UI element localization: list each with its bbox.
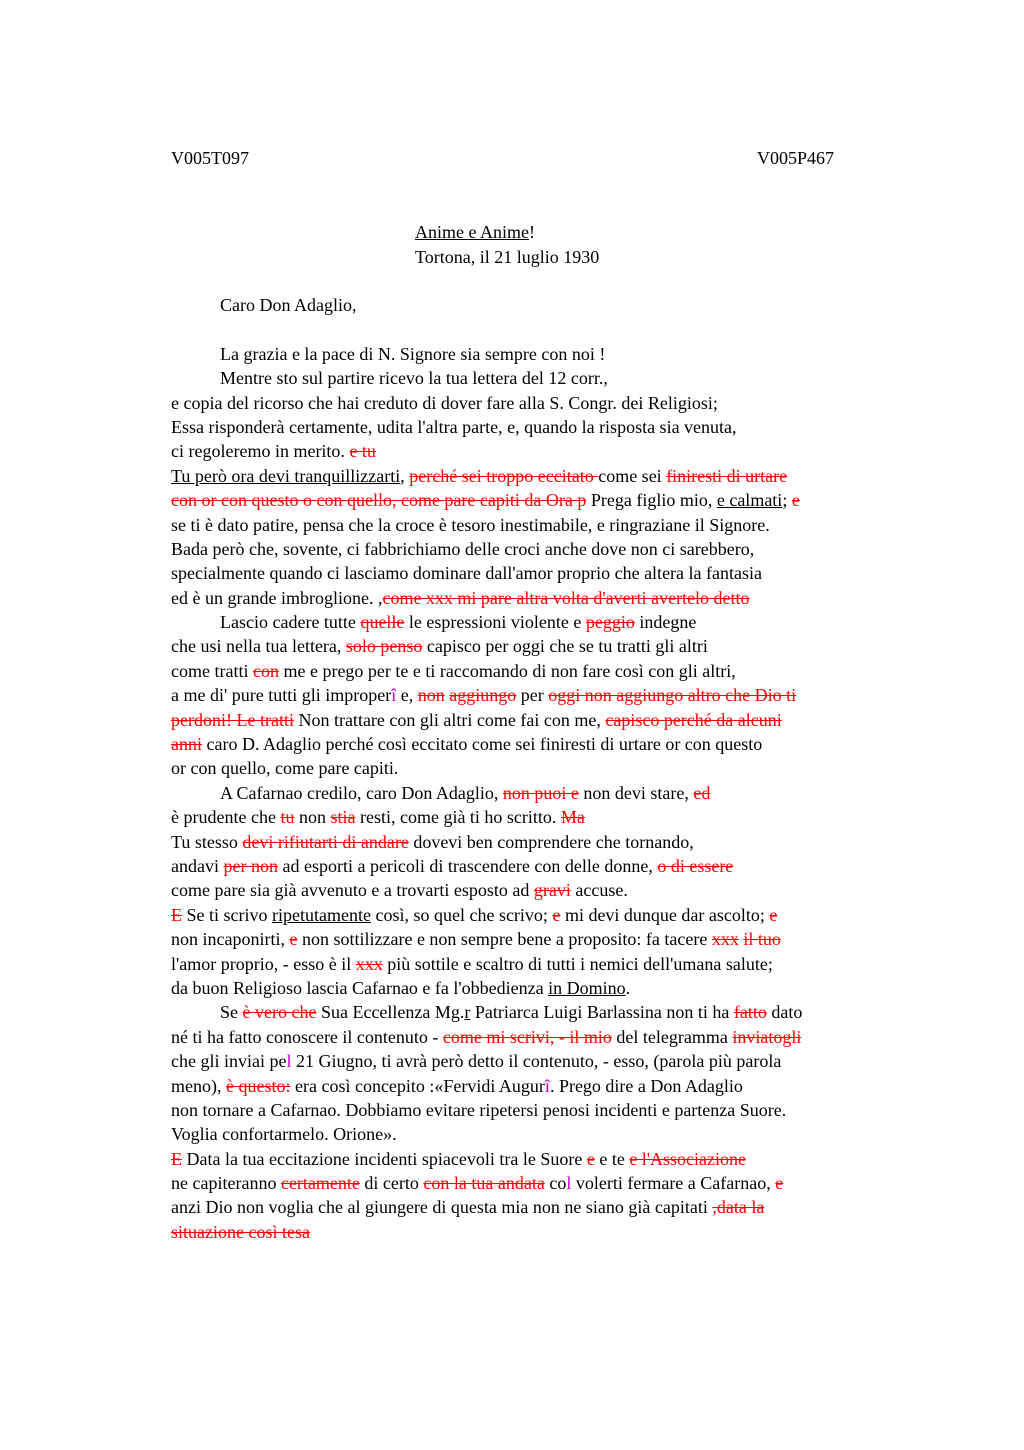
text-line [171,342,911,366]
deleted-text: aggiungo [449,685,517,706]
text-line [171,1195,911,1219]
text-run: ed è un grande imbroglione. , [171,587,383,608]
deleted-text: Ma [560,807,585,828]
text-line [171,805,911,829]
letter-body [171,293,911,1244]
deleted-text: xxx [711,929,739,950]
text-line [171,1147,911,1171]
deleted-text: e [552,904,561,925]
text-run: La grazia e la pace di N. Signore sia sempre con noi ! [220,343,606,364]
text-run: e, [396,685,418,706]
text-run: Tortona, il 21 luglio 1930 [415,247,600,267]
archive-code-left: V005T097 [171,148,249,168]
text-run: . Prego dire a Don Adaglio [549,1075,743,1096]
deleted-text: quelle [360,612,405,633]
text-run: ; [782,490,792,511]
deleted-text: E [171,904,182,925]
deleted-text: xxx [355,953,383,974]
deleted-text: capisco perché da alcuni [605,709,782,730]
text-run: Se [220,1002,243,1023]
text-run: Bada però che, sovente, ci fabbrichiamo delle croci anche dove non ci sarebbero, [171,538,755,559]
deleted-text: o di essere [657,855,734,876]
text-run: è prudente che [171,807,281,828]
text-run: Essa risponderà certamente, udita l'altra parte, e, quando la risposta sia venuta, [171,416,737,437]
text-run: Prega figlio mio, [586,490,717,511]
deleted-text: perché sei troppo eccitato [409,465,599,486]
text-line [171,878,911,902]
text-run: Data la tua eccitazione incidenti spiacevoli tra le Suore [182,1148,587,1169]
letter-dateline [415,245,599,269]
text-run: or con quello, come pare capiti. [171,758,399,779]
deleted-text: e [586,1148,595,1169]
deleted-text: situazione così tesa [171,1221,310,1242]
text-run: andavi [171,855,224,876]
text-run: di certo [359,1173,424,1194]
text-line [171,1122,911,1146]
text-run: non incaponirti, [171,929,290,950]
text-line [171,830,911,854]
text-run: capisco per oggi che se tu tratti gli altri [422,636,708,657]
deleted-text: tu [280,807,295,828]
underlined-text: e calmati [716,490,783,511]
text-run: Caro Don Adaglio, [220,295,357,315]
inserted-letter: l [286,1051,292,1072]
text-run: co [544,1173,567,1194]
text-line [171,293,911,317]
deleted-text: è questo: [225,1075,291,1096]
deleted-text: il tuo [743,929,781,950]
text-run: l'amor proprio, - esso è il [171,953,356,974]
text-run: mi devi dunque dar ascolto; [560,904,770,925]
text-run: se ti è dato patire, pensa che la croce è tesoro inestimabile, e ringraziane il Signore. [171,514,770,535]
text-run: Non trattare con gli altri come fai con me, [293,709,606,730]
text-run: indegne [634,612,697,633]
text-run: dovevi ben comprendere che tornando, [408,831,694,852]
text-line [171,1171,911,1195]
text-run: del telegramma [611,1026,733,1047]
deleted-text: è vero che [242,1002,317,1023]
text-line [171,561,911,585]
deleted-text: non [417,685,445,706]
text-run: né ti ha fatto conoscere il contenuto - [171,1026,443,1047]
inserted-letter: î [391,685,397,706]
text-run: per [516,685,549,706]
deleted-text: gravi [533,880,571,901]
text-run: A Cafarnao credilo, caro Don Adaglio, [220,782,503,803]
text-run: e te [594,1148,630,1169]
inserted-letter: l [566,1173,572,1194]
text-run: , [400,465,410,486]
text-run: dato [766,1002,803,1023]
deleted-text: come xxx mi pare altra volta d'averti avertelo detto [382,587,750,608]
text-run: meno), [171,1075,226,1096]
text-line [171,1000,911,1024]
text-run: non tornare a Cafarnao. Dobbiamo evitare ripetersi penosi incidenti e partenza Suore. [171,1099,787,1120]
text-line [171,1220,911,1244]
deleted-text: fatto [733,1002,767,1023]
text-run: resti, come già ti ho scritto. [355,807,561,828]
text-line [171,952,911,976]
underlined-text: Anime e Anime [415,222,529,242]
text-run: ne capiteranno [171,1173,281,1194]
deleted-text: con [252,660,279,681]
text-line [171,659,911,683]
text-run: a me di' pure tutti gli imprope [171,685,386,706]
deleted-text: per non [223,855,278,876]
deleted-text: ed [693,782,711,803]
deleted-text: ,data la [712,1197,765,1218]
deleted-text: certamente [280,1173,360,1194]
deleted-text: e [791,490,800,511]
text-run: anzi Dio non voglia che al giungere di questa mia non ne siano già capitati [171,1197,713,1218]
text-line [171,464,911,488]
deleted-text: peggio [585,612,635,633]
text-run: così, so quel che scrivo; [370,904,553,925]
text-line [171,854,911,878]
text-run: Se ti scrivo [182,904,272,925]
text-line [171,366,911,390]
deleted-text: con or con questo o con quello, come pare capiti da Ora p [171,490,587,511]
text-run: Sua Eccellenza Mg. [316,1002,465,1023]
text-line [171,488,911,512]
text-run: come tratti [171,660,253,681]
text-line [171,1025,911,1049]
text-line [171,756,911,780]
deleted-text: finiresti di urtare [666,465,788,486]
text-run: più sottile e scaltro di tutti i nemici dell'umana salute; [382,953,773,974]
text-run: r [385,685,392,706]
text-run: Mentre sto sul partire ricevo la tua lettera del 12 corr., [220,368,608,389]
text-run: non devi stare, [578,782,694,803]
text-line [171,781,911,805]
text-run: ci regoleremo in merito. [171,441,350,462]
text-line [171,537,911,561]
text-run: ! [528,222,535,242]
text-run: Voglia confortarmelo. Orione». [171,1124,397,1145]
text-line [171,683,911,707]
deleted-text: come mi scrivi, - il mio [442,1026,612,1047]
deleted-text: con la tua andata [423,1173,545,1194]
underlined-text: r [464,1002,471,1023]
deleted-text: inviatogli [732,1026,802,1047]
text-line [171,732,911,756]
text-run: e copia del ricorso che hai creduto di dover fare alla S. Congr. dei Religiosi; [171,392,718,413]
underlined-text: Tu però ora devi tranquillizzarti [171,465,401,486]
text-run: da buon Religioso lascia Cafarnao e fa l'obbedienza [171,977,549,998]
inserted-letter: î [544,1075,550,1096]
text-line [171,927,911,951]
text-line [171,903,911,927]
text-line [171,610,911,634]
text-line [171,634,911,658]
deleted-text: e l'Associazione [629,1148,747,1169]
text-run: non sottilizzare e non sempre bene a proposito: fa tacere [297,929,712,950]
deleted-text: e [769,904,778,925]
blank-line [171,317,911,341]
deleted-text: oggi non aggiungo altro che Dio ti [548,685,797,706]
text-line [171,976,911,1000]
text-run: accuse. [570,880,628,901]
text-run: come sei [598,465,667,486]
text-line [171,708,911,732]
text-run: che usi nella tua lettera, [171,636,346,657]
text-line [171,1049,911,1073]
text-line [171,391,911,415]
deleted-text: perdoni! Le tratti [171,709,294,730]
text-run: era così concepito :«Fervidi Augur [290,1075,545,1096]
deleted-text: devi rifiutarti di andare [242,831,409,852]
text-run: non [294,807,331,828]
text-run: Lascio cadere tutte [220,612,361,633]
deleted-text: e [289,929,298,950]
text-line [171,439,911,463]
text-run: caro D. Adaglio perché così eccitato come sei finiresti di urtare or con questo [202,734,763,755]
deleted-text: stia [330,807,356,828]
text-line [171,415,911,439]
text-line [171,1074,911,1098]
text-run: Patriarca Luigi Barlassina non ti ha [470,1002,734,1023]
deleted-text: e tu [349,441,376,462]
letter-title [415,220,535,244]
deleted-text: e [775,1173,784,1194]
text-run: le espressioni violente e [404,612,586,633]
text-run: ad esporti a pericoli di trascendere con delle donne, [277,855,658,876]
deleted-text: anni [171,734,202,755]
underlined-text: ripetutamente [272,904,371,925]
text-run: volerti fermare a Cafarnao, [571,1173,776,1194]
deleted-text: solo penso [345,636,423,657]
text-run: me e prego per te e ti raccomando di non fare così con gli altri, [278,660,736,681]
page-code-right: V005P467 [757,148,835,168]
underlined-text: in Domino [548,977,626,998]
text-line [171,1098,911,1122]
text-run: che gli inviai pe [171,1051,287,1072]
text-run: Tu stesso [171,831,243,852]
text-line [171,586,911,610]
text-run: come pare sia già avvenuto e a trovarti esposto ad [171,880,534,901]
text-run: 21 Giugno, ti avrà però detto il contenuto, - esso, (parola più parola [291,1051,782,1072]
deleted-text: E [171,1148,182,1169]
text-run: . [625,977,631,998]
deleted-text: non puoi e [502,782,579,803]
text-line [171,513,911,537]
text-run: specialmente quando ci lasciamo dominare dall'amor proprio che altera la fantasia [171,563,762,584]
